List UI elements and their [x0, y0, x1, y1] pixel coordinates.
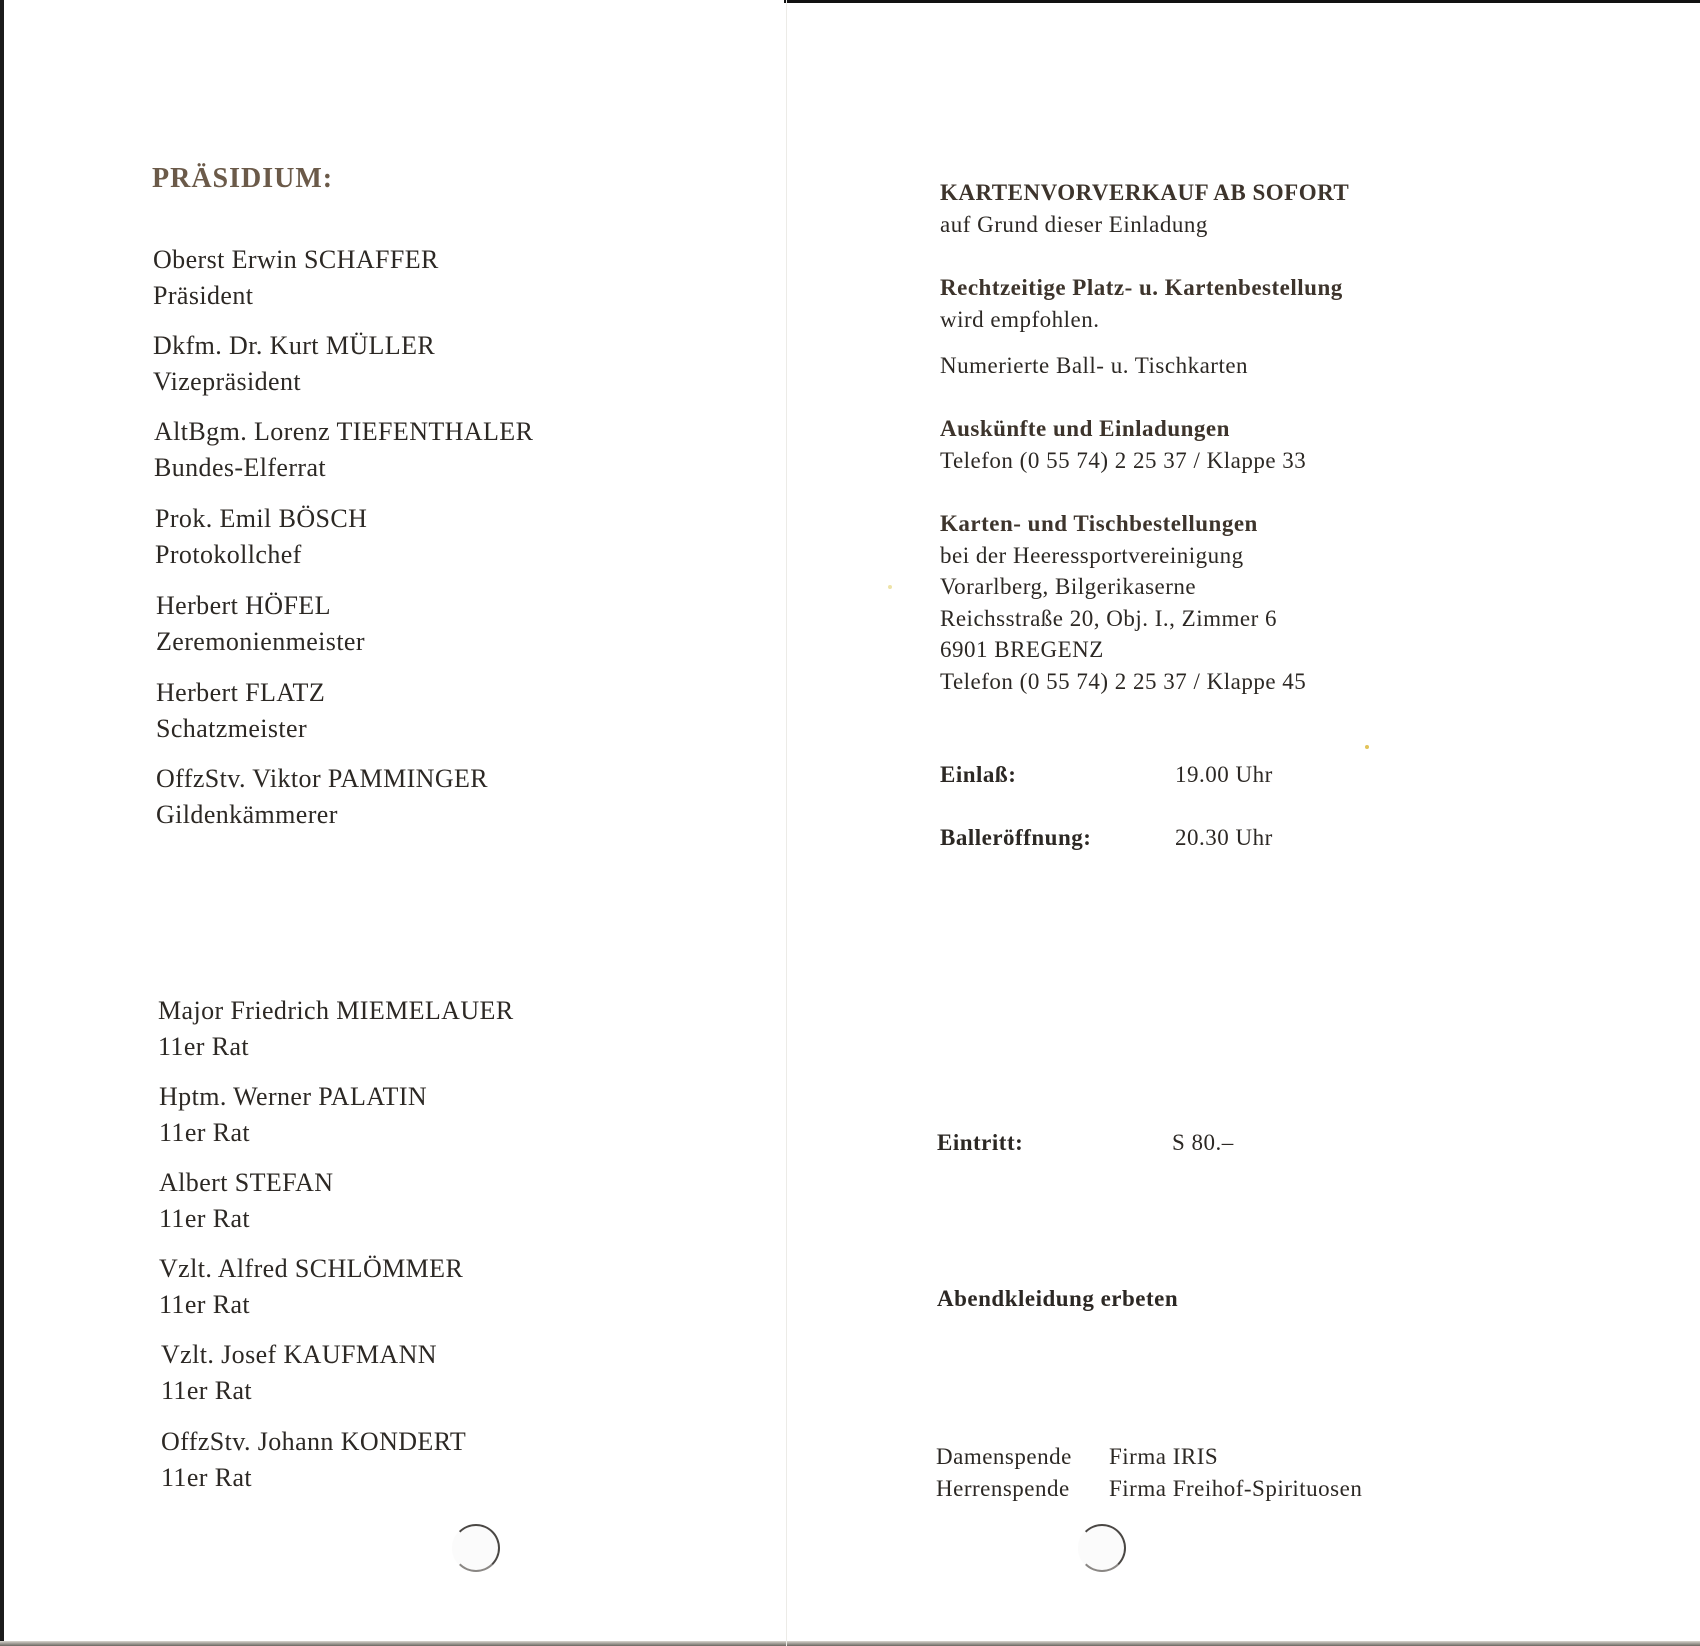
entry-label: Einlaß: — [940, 762, 1017, 787]
sponsor-value: Firma Freihof-Spirituosen — [1109, 1476, 1363, 1501]
page-bottom-edge — [0, 1641, 1700, 1646]
order-line: 6901 BREGENZ — [940, 637, 1104, 662]
sponsor-label: Damenspende — [936, 1444, 1072, 1469]
member-role: 11er Rat — [158, 1032, 250, 1061]
booking-title: Rechtzeitige Platz- u. Kartenbestellung — [940, 275, 1343, 300]
member-entry — [154, 414, 533, 486]
order-line: Telefon (0 55 74) 2 25 37 / Klappe 45 — [940, 668, 1307, 694]
member-role: Gildenkämmerer — [156, 800, 338, 829]
info-title: Auskünfte und Einladungen — [940, 416, 1230, 441]
praesidium-heading: PRÄSIDIUM: — [152, 163, 334, 194]
member-name: Vzlt. Alfred SCHLÖMMER — [159, 1254, 464, 1283]
member-entry — [158, 993, 514, 1065]
numbered-tickets-text: Numerierte Ball- u. Tischkarten — [940, 353, 1249, 378]
member-entry — [156, 761, 488, 833]
info-phone: Telefon (0 55 74) 2 25 37 / Klappe 33 — [940, 447, 1307, 473]
paper-speck — [1365, 745, 1369, 749]
member-name: AltBgm. Lorenz TIEFENTHALER — [154, 417, 534, 446]
sponsor-value: Firma IRIS — [1109, 1444, 1219, 1469]
admission-label: Eintritt: — [937, 1130, 1024, 1155]
member-name: Major Friedrich MIEMELAUER — [158, 996, 514, 1025]
page-left-edge — [0, 0, 4, 1646]
punch-hole — [452, 1524, 500, 1572]
sponsor-label: Herrenspende — [936, 1476, 1070, 1501]
member-name: Oberst Erwin SCHAFFER — [153, 245, 439, 274]
presale-block — [940, 177, 1349, 240]
member-name: Herbert FLATZ — [156, 678, 326, 707]
member-role: Zeremonienmeister — [156, 627, 365, 656]
member-entry — [159, 1251, 463, 1323]
opening-time: 20.30 Uhr — [1175, 825, 1273, 850]
entry-time: 19.00 Uhr — [1175, 762, 1273, 787]
booking-subtitle: wird empfohlen. — [940, 306, 1100, 332]
info-block — [940, 413, 1306, 476]
member-entry — [161, 1337, 437, 1409]
member-name: Hptm. Werner PALATIN — [159, 1082, 428, 1111]
member-name: OffzStv. Viktor PAMMINGER — [156, 764, 489, 793]
numbered-tickets — [940, 350, 1248, 382]
order-line: bei der Heeressportvereinigung — [940, 542, 1244, 568]
paper-speck — [888, 585, 892, 589]
member-name: Prok. Emil BÖSCH — [155, 504, 368, 533]
member-role: 11er Rat — [161, 1463, 253, 1492]
member-name: Vzlt. Josef KAUFMANN — [161, 1340, 437, 1369]
member-name: Albert STEFAN — [159, 1168, 334, 1197]
member-entry — [155, 501, 367, 573]
member-entry — [156, 675, 325, 747]
member-role: Bundes-Elferrat — [154, 453, 327, 482]
member-entry — [161, 1424, 466, 1496]
member-role: 11er Rat — [159, 1290, 251, 1319]
member-role: Präsident — [153, 281, 254, 310]
order-line: Reichsstraße 20, Obj. I., Zimmer 6 — [940, 605, 1278, 631]
member-role: Schatzmeister — [156, 714, 308, 743]
order-title: Karten- und Tischbestellungen — [940, 511, 1258, 536]
member-entry — [159, 1165, 333, 1237]
member-name: Dkfm. Dr. Kurt MÜLLER — [153, 331, 436, 360]
order-block — [940, 508, 1306, 697]
dress-code: Abendkleidung erbeten — [937, 1286, 1179, 1311]
member-name: OffzStv. Johann KONDERT — [161, 1427, 467, 1456]
punch-hole — [1078, 1524, 1126, 1572]
member-role: Vizepräsident — [153, 367, 302, 396]
presale-title: KARTENVORVERKAUF AB SOFORT — [940, 180, 1350, 205]
order-line: Vorarlberg, Bilgerikaserne — [940, 574, 1197, 599]
booking-block — [940, 272, 1343, 335]
member-name: Herbert HÖFEL — [156, 591, 331, 620]
page-top-edge — [784, 0, 1700, 3]
admission-price: S 80.– — [1172, 1130, 1234, 1155]
member-role: 11er Rat — [161, 1376, 253, 1405]
member-entry — [153, 242, 439, 314]
member-entry — [156, 588, 365, 660]
page-fold — [786, 0, 787, 1646]
member-role: 11er Rat — [159, 1204, 251, 1233]
member-role: 11er Rat — [159, 1118, 251, 1147]
member-role: Protokollchef — [155, 540, 302, 569]
presale-subtitle: auf Grund dieser Einladung — [940, 211, 1208, 237]
member-entry — [159, 1079, 427, 1151]
opening-label: Balleröffnung: — [940, 825, 1092, 850]
member-entry — [153, 328, 435, 400]
